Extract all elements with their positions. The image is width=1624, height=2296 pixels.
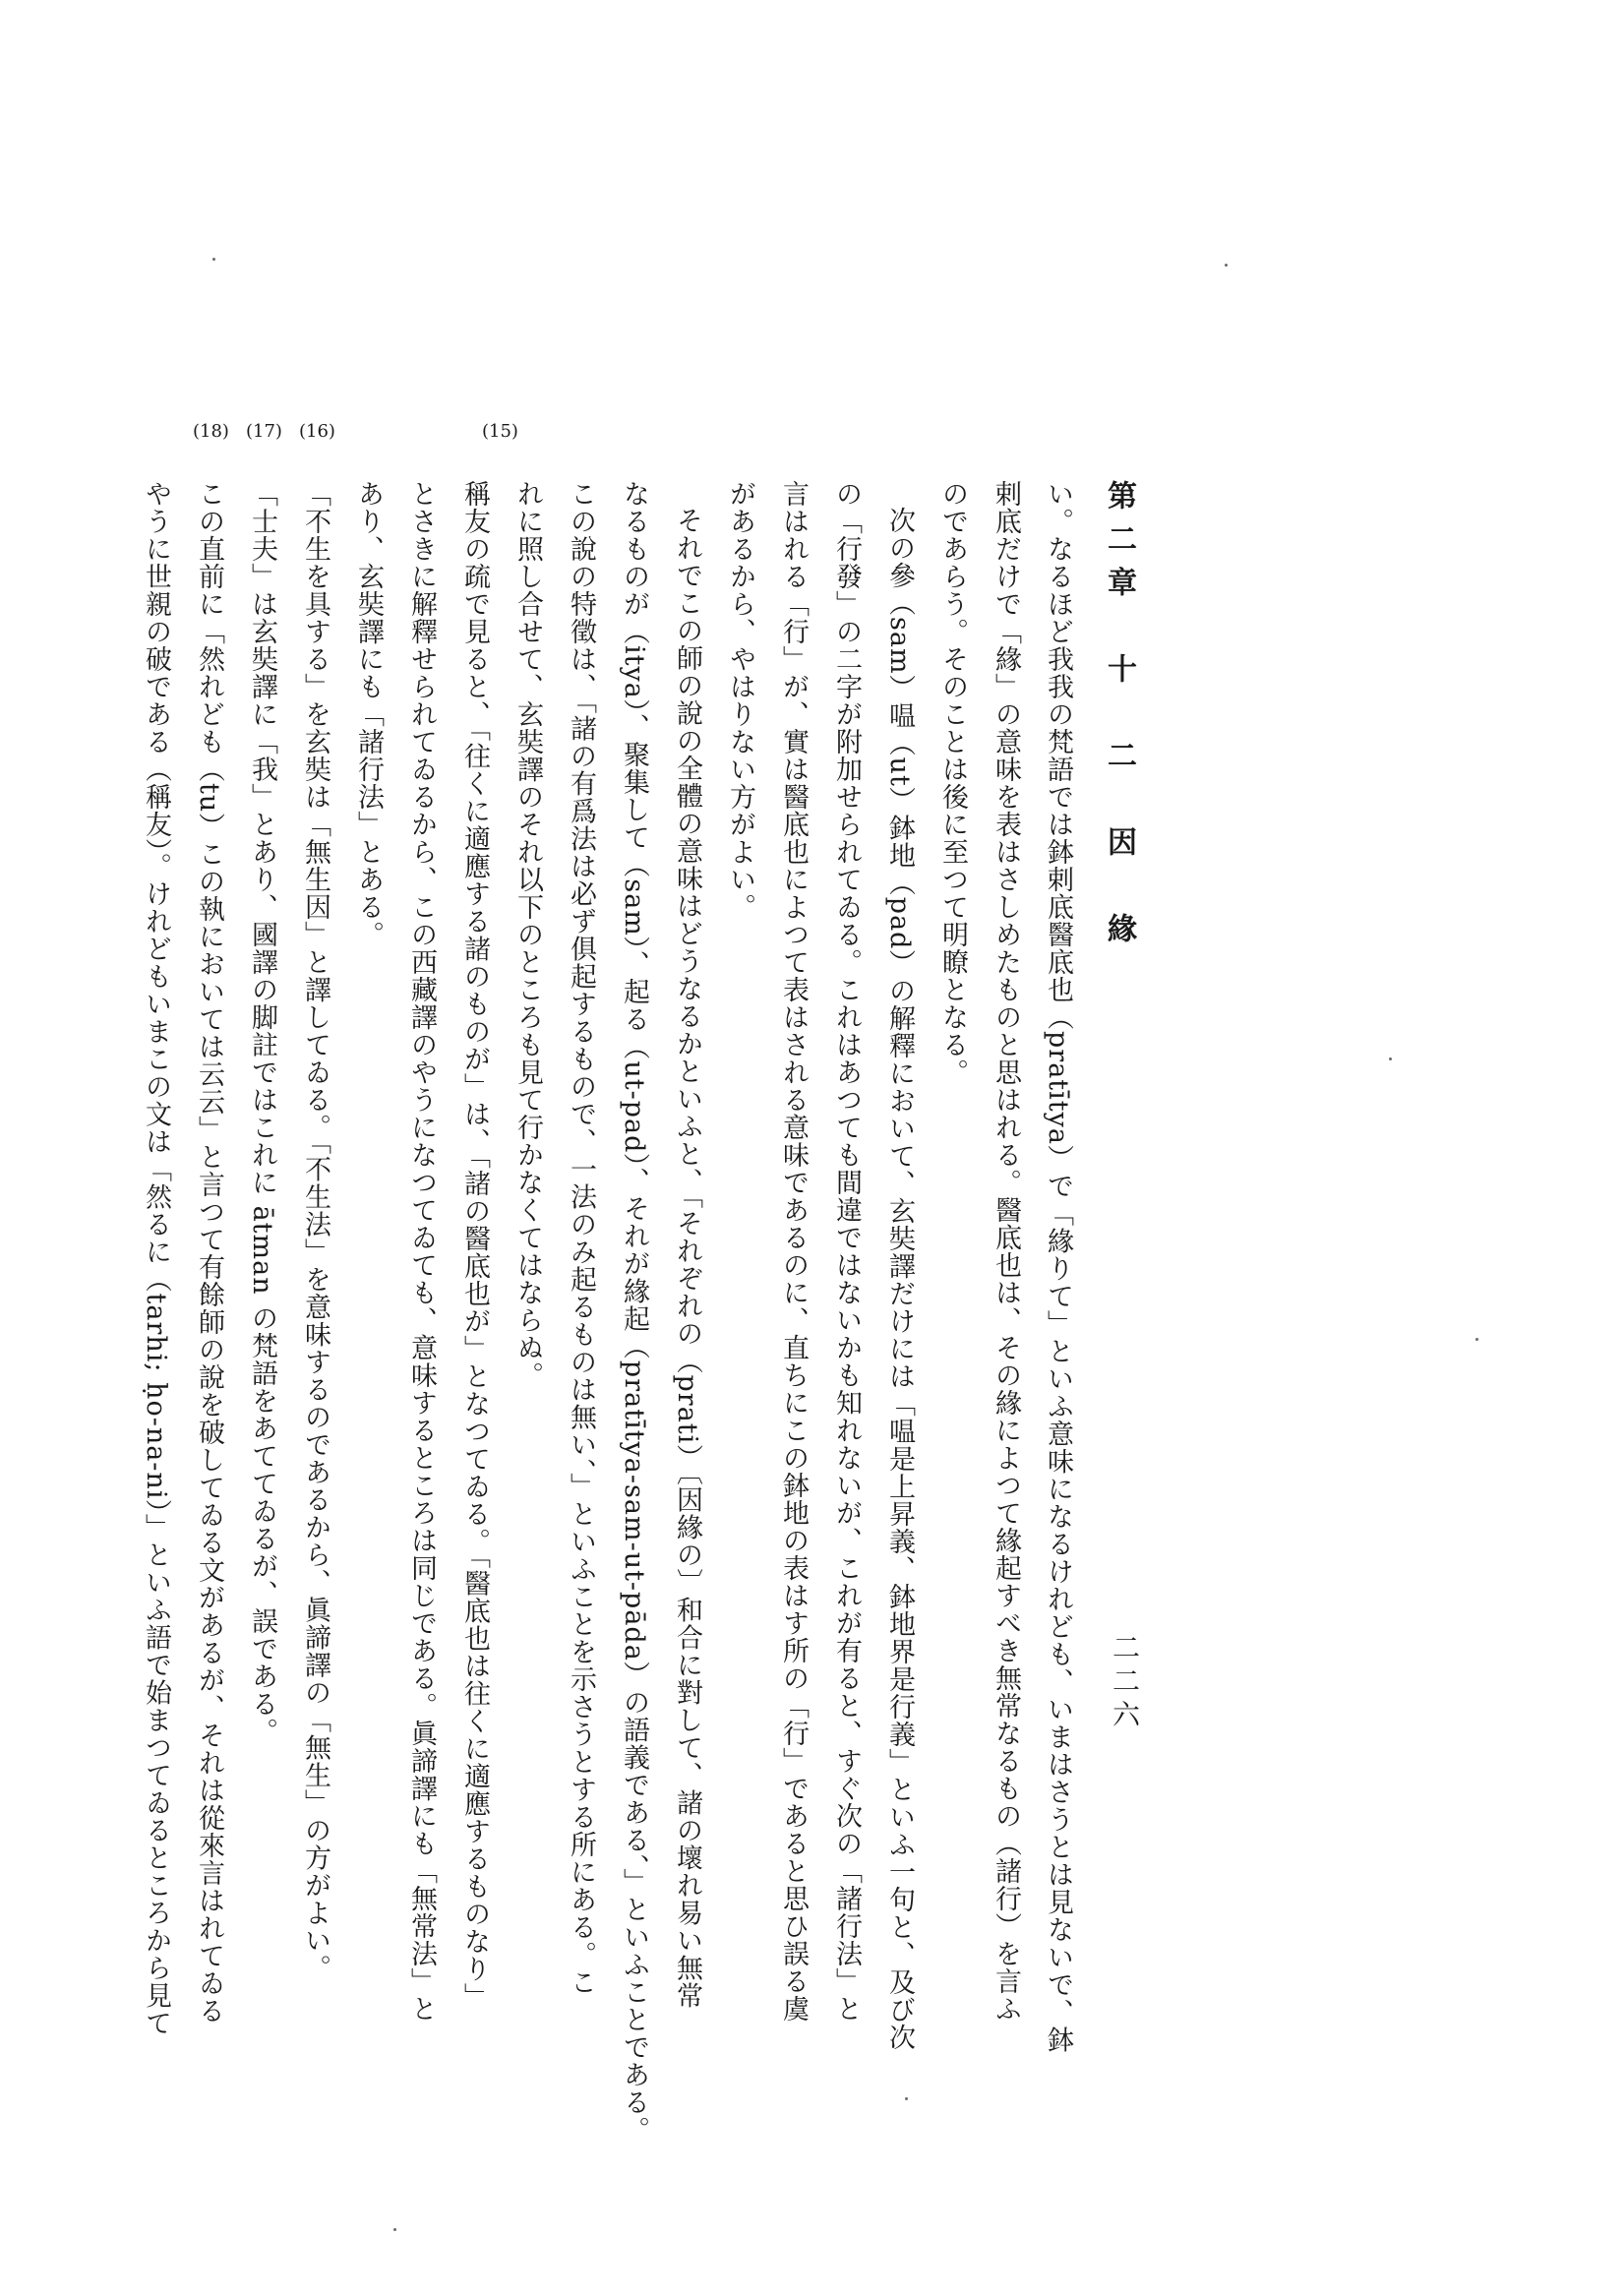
text-column-5: の「行發」の二字が附加せられてゐる。これはあつても間違ではないかも知れないが、これが有ると、すぐ次の「諸行法」と <box>831 480 862 2023</box>
footnote-16-text: 「不生を具する」を玄奘は「無生因」と譯してゐる。「不生法」を意味するのであるから、眞諦譯の「無生」の方がよい。 <box>300 480 331 1982</box>
text-column-12: 稱友の疏で見ると、「往くに適應する諸のものが」は、「諸の醫底也が」となつてゐる。「醫底也は往くに適應するものなり」 <box>459 480 490 2011</box>
footnote-18-text-cont: やうに世親の破である（稱友）。けれどもいまこの文は「然るに（tarhi; ḥo-na-ni）」といふ語で始まつてゐるところから見て <box>141 480 171 2037</box>
text-column-4: 次の參（sam）嗢（ut）鉢地（pad）の解釋において、玄奘譯だけには「嗢是上昇義、鉢地界是行義」といふ一句と、及び次 <box>884 507 915 2052</box>
text-column-9: なるものが（itya）、聚集して（sam）、起る（ut-pad）、それが緣起（pratītya-sam-ut-pāda）の語義である、」といふことである。 <box>619 480 649 2145</box>
text-column-3: のであらう。そのことは後に至つて明瞭となる。 <box>937 480 968 1086</box>
note-mark-18: (18) <box>193 421 229 442</box>
note-mark-16: (16) <box>299 421 335 442</box>
text-column-2: 剌底だけで「緣」の意味を表はさしめたものと思はれる。醫底也は、その緣によつて緣起すべき無常なるもの（諸行）を言ふ <box>991 480 1021 2023</box>
text-column-1: い。なるほど我我の梵語では鉢剌底醫底也（pratītya）で「緣りて」といふ意味になるけれども、いまはさうとは見ないで、鉢 <box>1043 480 1073 2054</box>
text-column-14: あり、玄奘譯にも「諸行法」とある。 <box>353 480 384 948</box>
footnote-17-text: 「士夫」は玄奘譯に「我」とあり、國譯の脚註ではこれに ātman の梵語をあててゐるが、誤である。 <box>247 480 277 1746</box>
text-column-8: それでこの師の說の全體の意味はどうなるかといふと、「それぞれの（prati）〔因緣の〕和合に對して、諸の壞れ易い無常 <box>672 507 702 2010</box>
text-column-11: れに照し合せて、玄奘譯のそれ以下のところも見て行かなくてはならぬ。 <box>512 480 543 1389</box>
text-column-6: 言はれる「行」が、實は醫底也によつて表はされる意味であるのに、直ちにこの鉢地の表はす所の「行」であると思ひ誤る虞 <box>778 480 809 2023</box>
text-column-10: この說の特徵は、「諸の有爲法は必ず俱起するもので、一法のみ起るものは無い、」といふことを示さうとする所にある。こ <box>566 480 596 1996</box>
page-number: 二二六 <box>1109 1633 1141 1733</box>
running-head: 第二章 十 二 因 緣 <box>1102 480 1136 956</box>
text-column-13: とさきに解釋せられてゐるから、この西藏譯のやうになつてゐても、意味するところは同じである。眞諦譯にも「無常法」と <box>406 480 437 2023</box>
footnote-18-text: この直前に「然れども（tu）この執においては云云」と言つて有餘師の說を破してゐる文があるが、それは從來言はれてゐる <box>194 480 224 2025</box>
note-mark-17: (17) <box>246 421 282 442</box>
note-mark-15: (15) <box>482 421 518 442</box>
text-column-7: があるから、やはりない方がよい。 <box>725 480 755 921</box>
